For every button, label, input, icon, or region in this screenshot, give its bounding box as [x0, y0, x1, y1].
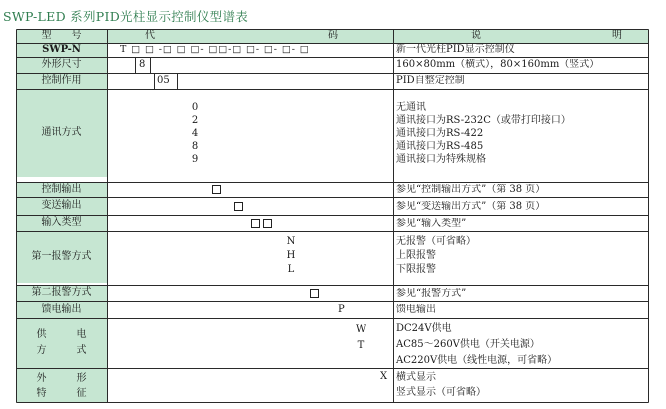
feature-code: X — [380, 371, 388, 382]
trans-out-desc: 参见“变送输出方式”（第 38 页） — [396, 201, 546, 212]
feed-desc: 馈电输出 — [396, 304, 436, 315]
header-desc-1: 说 — [471, 30, 481, 41]
header-type-label: 型 号 — [16, 29, 107, 43]
comm-desc: 通讯接口为RS-232C（或带打印接口） — [396, 115, 571, 126]
trans-out-label: 变送输出 — [16, 197, 107, 215]
power-desc: AC85～260V供电（开关电源） — [396, 339, 540, 350]
feed-code: P — [338, 304, 345, 315]
alarm1-label: 第一报警方式 — [16, 231, 107, 283]
header-code-1: 代 — [145, 30, 155, 41]
alarm2-desc: 参见“报警方式” — [396, 288, 467, 299]
table-grid — [16, 29, 649, 403]
comm-code: 9 — [191, 154, 199, 165]
alarm1-desc: 下限报警 — [396, 264, 436, 275]
comm-code: 2 — [191, 115, 199, 126]
size-label: 外形尺寸 — [16, 57, 107, 73]
size-desc: 160×80mm（横式），80×160mm（竖式） — [396, 59, 600, 70]
alarm2-label: 第二报警方式 — [16, 285, 107, 301]
power-label-line1: 供 电 — [36, 329, 87, 340]
power-desc: AC220V供电（线性电源，可省略） — [396, 355, 558, 366]
alarm1-code: N — [286, 236, 296, 247]
control-code: 05 — [157, 75, 170, 86]
ctrl-out-desc: 参见“控制输出方式”（第 38 页） — [396, 184, 546, 195]
feed-label: 馈电输出 — [16, 301, 107, 318]
model-spec-table — [16, 29, 649, 403]
control-label: 控制作用 — [16, 73, 107, 89]
input-desc: 参见“输入类型” — [396, 218, 467, 229]
power-desc: DC24V供电 — [396, 323, 452, 334]
size-code: 8 — [139, 59, 146, 70]
model-code: T □ □ -□ □ □- □□-□ □- □- □- □ — [120, 44, 310, 55]
alarm1-code: H — [286, 250, 296, 261]
feature-label-line2: 特 征 — [36, 387, 87, 399]
comm-desc: 通讯接口为RS-422 — [396, 128, 484, 139]
comm-code: 8 — [191, 141, 199, 152]
header-code-2: 码 — [328, 30, 338, 41]
alarm1-desc: 上限报警 — [396, 250, 436, 261]
feature-desc: 横式显示 — [396, 372, 436, 383]
control-desc: PID自整定控制 — [396, 75, 465, 86]
power-label-line2: 方 式 — [36, 345, 87, 356]
model-label: SWP-N — [16, 43, 107, 57]
comm-label: 通讯方式 — [16, 89, 107, 177]
feature-label-line1: 外 形 — [36, 372, 87, 384]
alarm1-code: L — [287, 264, 295, 275]
comm-desc: 通讯接口为特殊规格 — [396, 154, 486, 165]
input-label: 输入类型 — [16, 215, 107, 231]
model-desc: 新一代光柱PID显示控制仪 — [396, 44, 515, 55]
comm-desc: 通讯接口为RS-485 — [396, 141, 484, 152]
ctrl-out-label: 控制输出 — [16, 182, 107, 197]
feature-desc: 竖式显示（可省略） — [396, 387, 486, 398]
comm-desc: 无通讯 — [396, 102, 426, 113]
power-code: W — [356, 324, 366, 335]
power-code: T — [357, 340, 365, 351]
page-title: SWP-LED 系列PID光柱显示控制仪型谱表 — [3, 9, 249, 24]
alarm1-desc: 无报警（可省略） — [396, 236, 476, 247]
comm-code: 0 — [191, 102, 199, 113]
comm-code: 4 — [191, 128, 199, 139]
header-desc-2: 明 — [612, 30, 622, 41]
